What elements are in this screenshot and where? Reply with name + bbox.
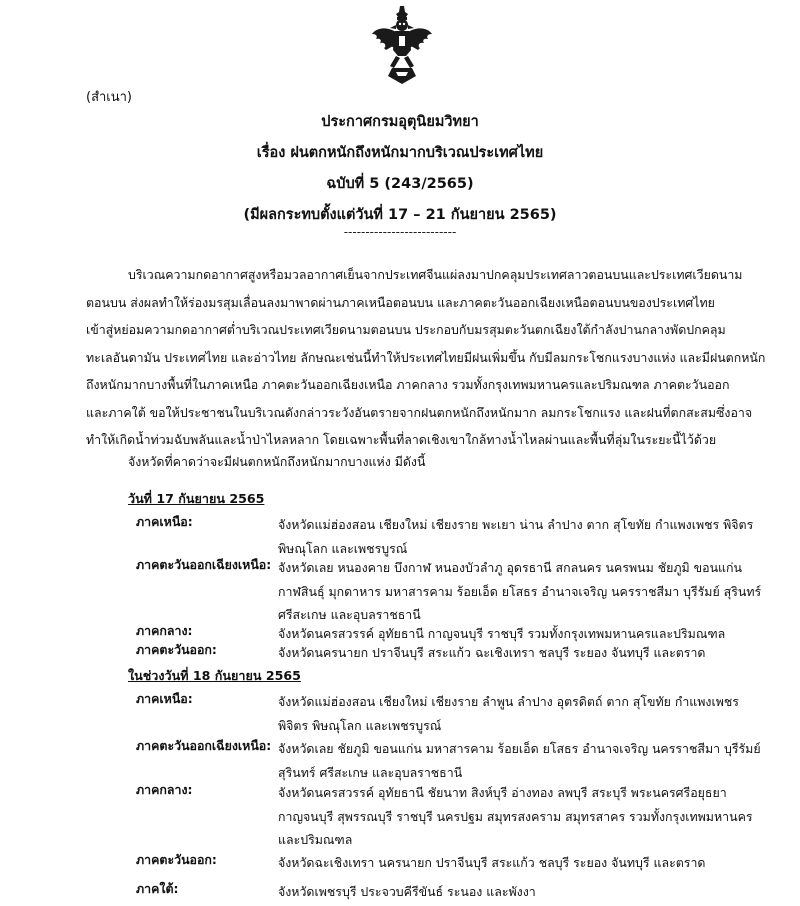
paragraph-line: ถึงหนักมากบางพื้นที่ในภาคเหนือ ภาคตะวันออกเฉียงเหนือ ภาคกลาง รวมทั้งกรุงเทพมหานครและปริมณฑล ภาคตะวันออก — [86, 377, 730, 392]
province-line: และปริมณฑล — [278, 832, 353, 847]
region-label: ภาคกลาง: — [136, 623, 193, 638]
garuda-emblem-icon — [370, 4, 434, 86]
paragraph-line: ทะเลอันดามัน ประเทศไทย และอ่าวไทย ลักษณะเช่นนี้ทำให้ประเทศไทยมีฝนเพิ่มขึ้น กับมีลมกระโชกแรงบางแห่ง และมีฝนตกหนัก — [86, 349, 766, 365]
province-line: พิษณุโลก และเพชรบูรณ์ — [278, 540, 408, 556]
province-line: จังหวัดแม่ฮ่องสอน เชียงใหม่ เชียงราย พะเยา น่าน ลำปาง ตาก สุโขทัย กำแพงเพชร พิจิตร — [278, 517, 754, 532]
province-line: จังหวัดเพชรบุรี ประจวบคีรีขันธ์ ระนอง และพังงา — [278, 884, 536, 899]
copy-label: (สำเนา) — [86, 90, 133, 105]
province-list — [278, 556, 776, 627]
province-line: จังหวัดแม่ฮ่องสอน เชียงใหม่ เชียงราย ลำพูน ลำปาง อุตรดิตถ์ ตาก สุโขทัย กำแพงเพชร — [278, 694, 739, 709]
paragraph-line: และภาคใต้ ขอให้ประชาชนในบริเวณดังกล่าวระวังอันตรายจากฝนตกหนักถึงหนักมาก ลมกระโชกแรง และฝนที่ตกสะสมซึ่งอาจ — [86, 404, 753, 420]
document-effective-dates: (มีผลกระทบตั้งแต่วันที่ 17 – 21 กันยายน 2565) — [243, 207, 557, 223]
region-label: ภาคตะวันออกเฉียงเหนือ: — [136, 557, 272, 572]
region-label: ภาคใต้: — [136, 881, 179, 896]
province-list — [278, 690, 776, 737]
province-line: จังหวัดนครสวรรค์ อุทัยธานี ชัยนาท สิงห์บุรี อ่างทอง ลพบุรี สระบุรี พระนครศรีอยุธยา — [278, 785, 727, 800]
province-line: กาฬสินธุ์ มุกดาหาร มหาสารคาม ร้อยเอ็ด ยโสธร อำนาจเจริญ นครราชสีมา บุรีรัมย์ สุรินทร์ — [278, 583, 762, 599]
province-line: จังหวัดเลย หนองคาย บึงกาฬ หนองบัวลำภู อุดรธานี สกลนคร นครพนม ชัยภูมิ ขอนแก่น — [278, 560, 743, 575]
province-line: จังหวัดนครสวรรค์ อุทัยธานี กาญจนบุรี ราชบุรี รวมทั้งกรุงเทพมหานครและปริมณฑล — [278, 626, 726, 641]
province-line: จังหวัดนครนายก ปราจีนบุรี สระแก้ว ฉะเชิงเทรา ชลบุรี ระยอง จันทบุรี และตราด — [278, 645, 706, 660]
provinces-intro: จังหวัดที่คาดว่าจะมีฝนตกหนักถึงหนักมากบางแห่ง มีดังนี้ — [128, 454, 426, 469]
province-line: ศรีสะเกษ และอุบลราชธานี — [278, 607, 421, 622]
province-line: กาญจนบุรี สุพรรณบุรี ราชบุรี นครปฐม สมุทรสงคราม สมุทรสาคร รวมทั้งกรุงเทพมหานคร — [278, 808, 753, 824]
document-issue: ฉบับที่ 5 (243/2565) — [326, 176, 474, 192]
region-label: ภาคเหนือ: — [136, 691, 193, 706]
region-label: ภาคตะวันออก: — [136, 642, 217, 657]
date-heading-day2: ในช่วงวันที่ 18 กันยายน 2565 — [128, 668, 301, 683]
main-paragraph — [86, 261, 766, 454]
province-list — [278, 641, 776, 665]
province-line: จังหวัดเลย ชัยภูมิ ขอนแก่น มหาสารคาม ร้อยเอ็ด ยโสธร อำนาจเจริญ นครราชสีมา บุรีรัมย์ — [278, 741, 761, 756]
region-label: ภาคกลาง: — [136, 782, 193, 797]
document-subject: เรื่อง ฝนตกหนักถึงหนักมากบริเวณประเทศไทย — [256, 145, 544, 161]
province-line: จังหวัดฉะเชิงเทรา นครนายก ปราจีนบุรี สระแก้ว ชลบุรี ระยอง จันทบุรี และตราด — [278, 855, 706, 870]
province-line: พิจิตร พิษณุโลก และเพชรบูรณ์ — [278, 717, 442, 733]
province-list — [278, 737, 776, 784]
province-list — [278, 851, 776, 875]
region-label: ภาคเหนือ: — [136, 514, 193, 529]
paragraph-line: เข้าสู่หย่อมความกดอากาศต่ำบริเวณประเทศเวียดนามตอนบน ประกอบกับมรสุมตะวันตกเฉียงใต้กำลังปานกลางพัดปกคลุม — [86, 322, 726, 337]
document-title: ประกาศกรมอุตุนิยมวิทยา — [321, 114, 479, 130]
paragraph-line: บริเวณความกดอากาศสูงหรือมวลอากาศเย็นจากประเทศจีนแผ่ลงมาปกคลุมประเทศลาวตอนบนและประเทศเวียดนาม — [128, 267, 743, 282]
province-list — [278, 880, 776, 904]
province-line: สุรินทร์ ศรีสะเกษ และอุบลราชธานี — [278, 764, 463, 780]
region-label: ภาคตะวันออกเฉียงเหนือ: — [136, 738, 272, 753]
paragraph-line: ตอนบน ส่งผลทำให้ร่องมรสุมเลื่อนลงมาพาดผ่านภาคเหนือตอนบน และภาคตะวันออกเฉียงเหนือตอนบนของประเทศไทย — [86, 294, 715, 310]
paragraph-line: ทำให้เกิดน้ำท่วมฉับพลันและน้ำป่าไหลหลาก โดยเฉพาะพื้นที่ลาดเชิงเขาใกล้ทางน้ำไหลผ่านและพื้นที่ลุ่มในระยะนี้ไว้ด้วย — [86, 432, 717, 447]
province-list — [278, 781, 776, 852]
separator-line: -------------------------- — [343, 225, 457, 239]
region-label: ภาคตะวันออก: — [136, 852, 217, 867]
province-list — [278, 513, 776, 560]
date-heading-day1: วันที่ 17 กันยายน 2565 — [128, 491, 265, 506]
